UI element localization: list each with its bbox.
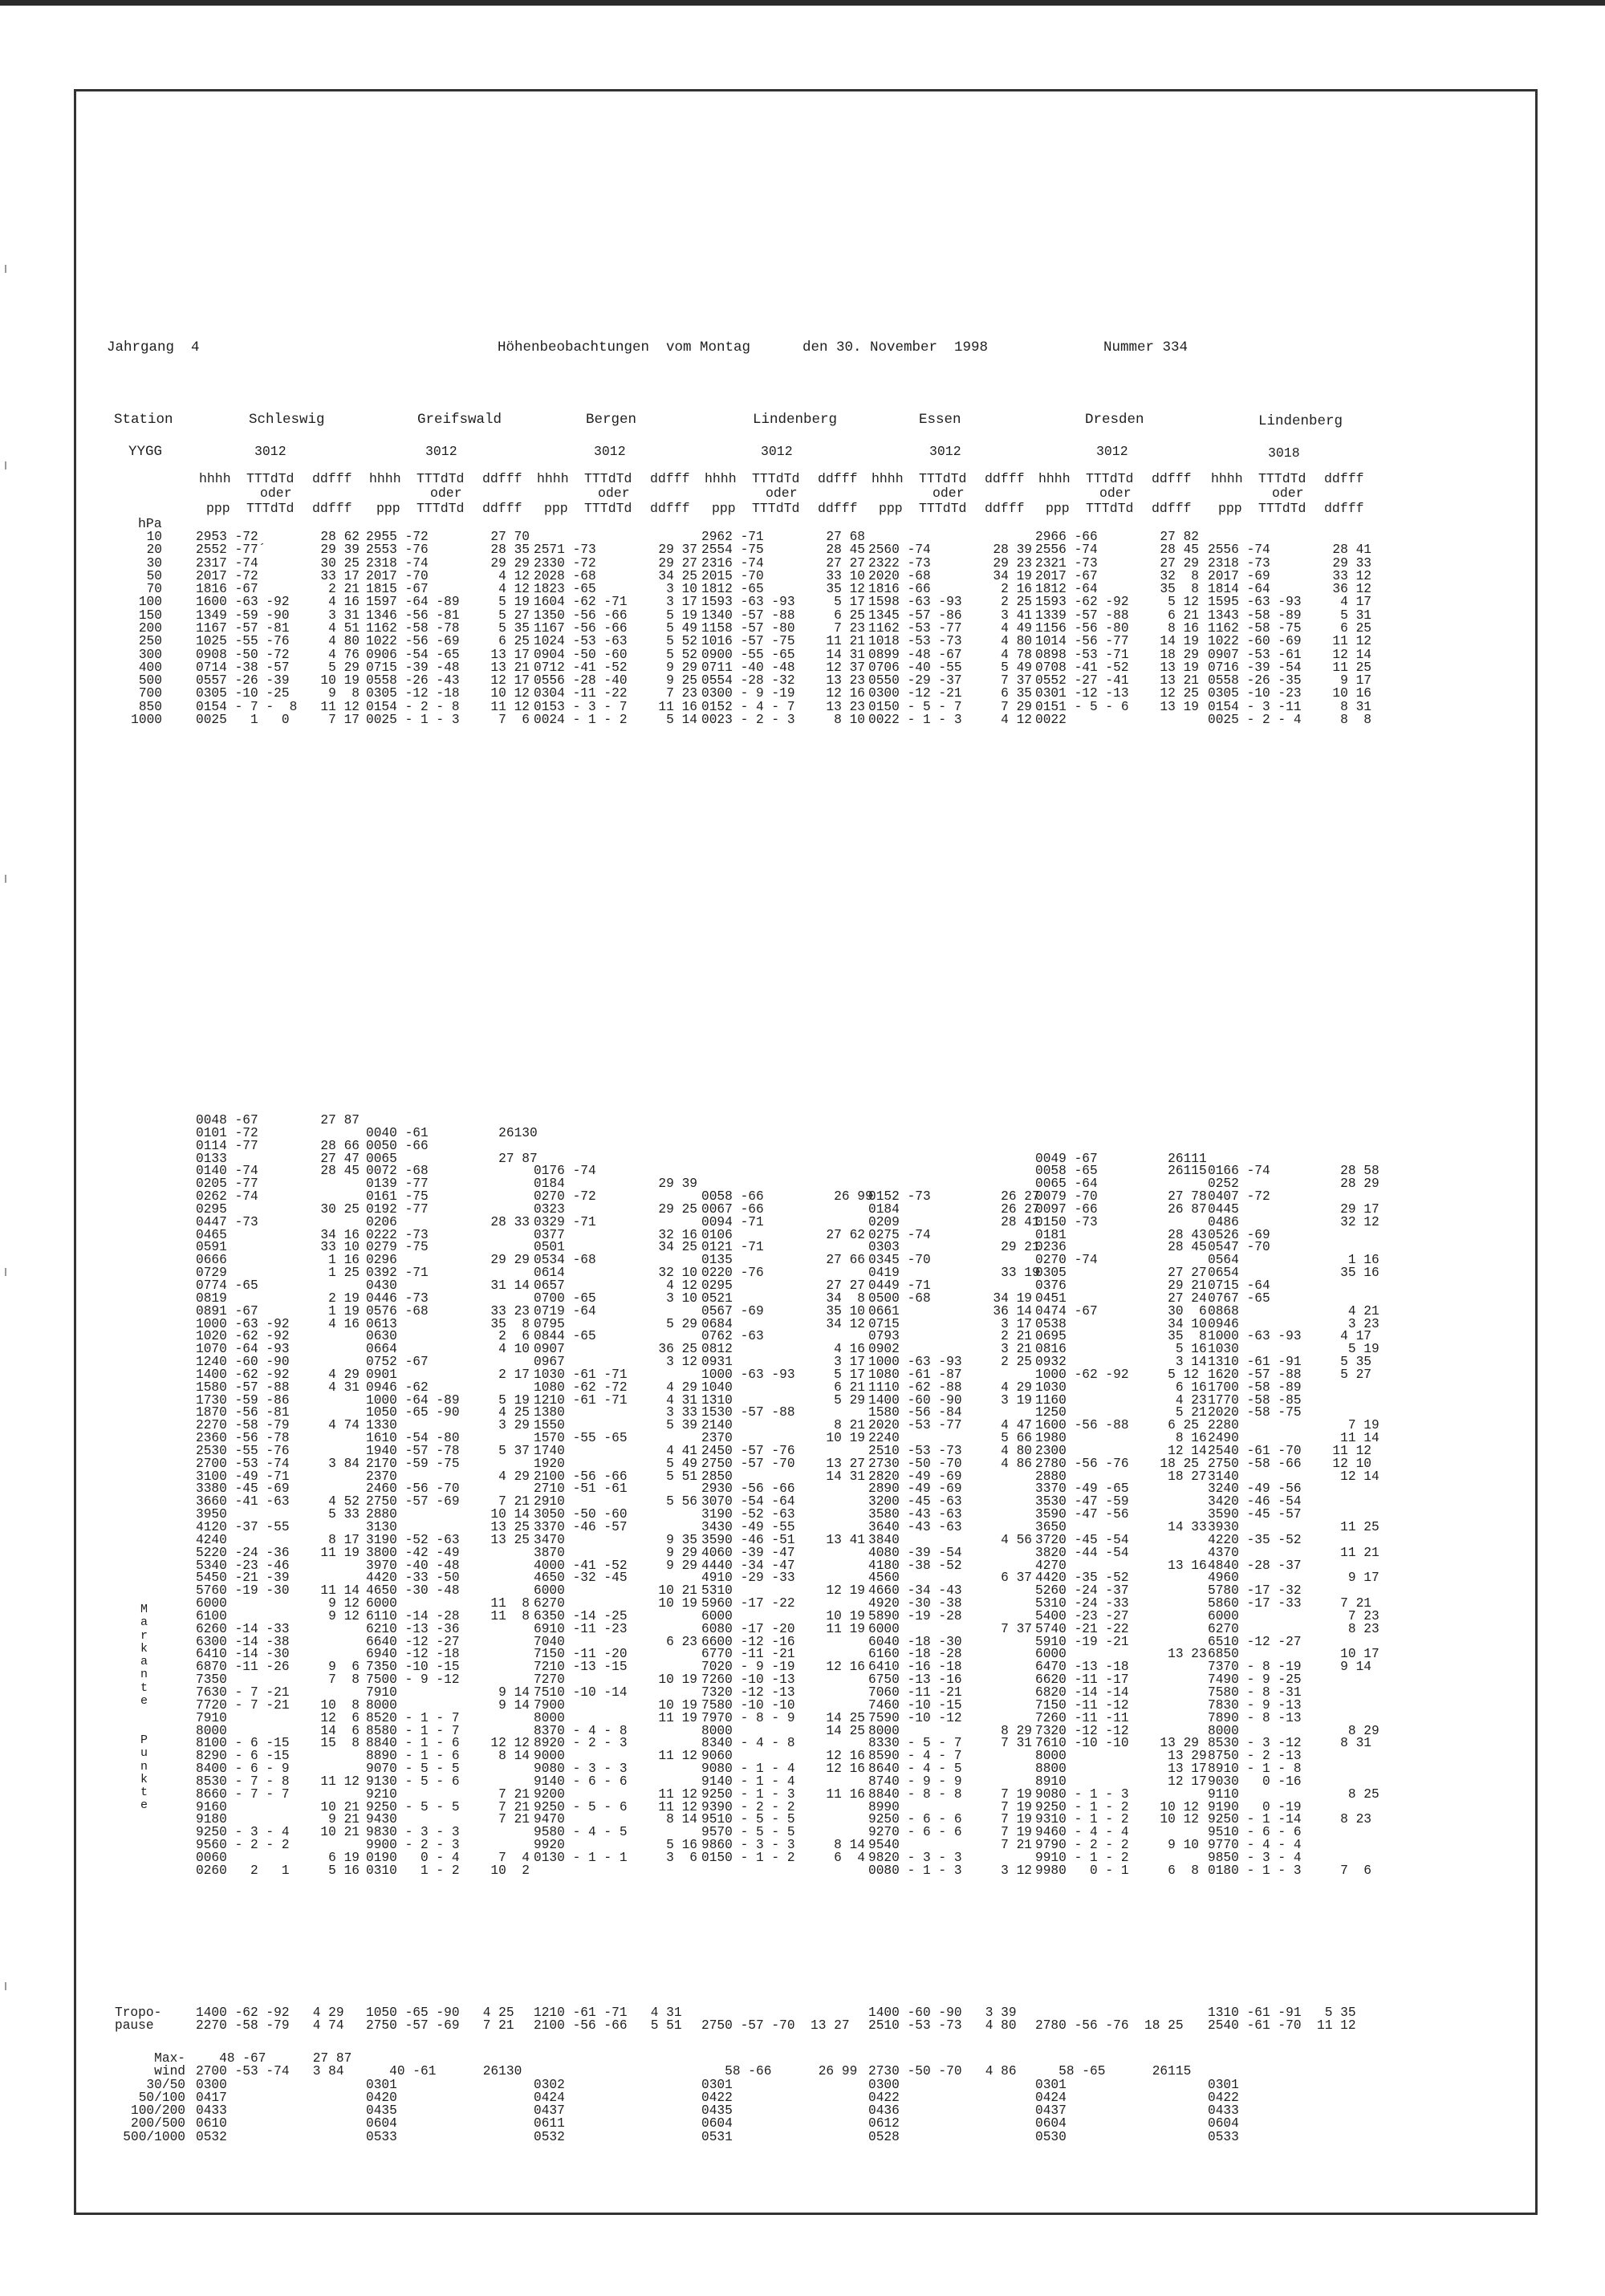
col-header-oder: oder	[1099, 486, 1132, 501]
significant-points-column: 0166 -74 28 58 0252 28 29 0407 -72 0445 29 17 0486 32 12 0526 -69 0547 -70 0564 1 16 0654 35 16 0715 -64 0767 -65 0868 4 21 0946 3 23 1000 -63 -93 4 17 1030 5 19 1310 -61 -91 5 35 1620 -57 -88 5 27 1700 -58 -89 1770 -58 -85 2020 -58 -75 2280 7 19 2490 11 14 2540 -61 -70 11 12 2750 -58 -66 12 10 3140 12 14 3240 -49 -56 3420 -46 -54 3590 -45 -57 3930 11 25 4220 -35 -52 4370 11 21 4840 -28 -37 4960 9 17 5780 -17 -32 5860 -17 -33 7 21 6000 7 23 6270 8 23 6510 -12 -27 6850 10 17 7370 - 8 -19 9 14 7490 - 9 -25 7580 - 8 -31 7830 - 9 -13 7890 - 8 -13 8000 8 29 8530 - 3 -12 8 31 8750 - 2 -13 8910 - 1 - 8 9030 0 -16 9110 8 25 9190 0 -19 9250 - 1 -14 8 23 9510 - 6 - 6 9770 - 4 - 4 9850 - 3 - 4 0180 - 1 - 3 7 6	[1208, 1164, 1379, 1878]
col-header-ppp: ppp	[376, 501, 400, 516]
col-header-oder: oder	[430, 486, 462, 501]
col-header-ddfff: ddfff	[650, 471, 690, 486]
col-header-tttdtd: TTTdTd	[919, 501, 967, 516]
col-header-ppp: ppp	[879, 501, 903, 516]
col-header-oder: oder	[598, 486, 630, 501]
page-title: Höhenbeobachtungen vom Montag	[498, 339, 751, 356]
col-header-hhhh: hhhh	[872, 471, 904, 486]
standard-level-column: 2962 -71 27 68 2554 -75 28 45 2316 -74 27 27 2015 -70 33 10 1812 -65 35 12 1593 -63 -93 5 17 1340 -57 -88 6 25 1158 -57 -80 7 23 1016 -57 -75 11 21 0900 -55 -65 14 31 0711 -40 -48 12 37 0554 -28 -32 13 23 0300 - 9 -19 12 16 0152 - 4 - 7 13 23 0023 - 2 - 3 8 10	[701, 530, 865, 727]
scan-mark	[5, 1982, 6, 1990]
col-header-oder: oder	[260, 486, 292, 501]
col-header-tttdtd: TTTdTd	[919, 471, 967, 486]
col-header-tttdtd: TTTdTd	[752, 501, 800, 516]
col-header-ddfff: ddfff	[482, 501, 522, 516]
col-header-tttdtd: TTTdTd	[246, 471, 295, 486]
station-code: 3018	[1268, 445, 1300, 461]
station-name-schleswig: Schleswig	[249, 412, 325, 428]
station-name-lindenberg-2: Lindenberg	[1258, 413, 1343, 429]
col-header-tttdtd: TTTdTd	[752, 471, 800, 486]
significant-points-column: 0048 -67 27 87 0101 -72 0114 -77 28 66 0133 27 47 0140 -74 28 45 0205 -77 0262 -74 0295 30 25 0447 -73 0465 34 16 0591 33 10 0666 1 16 0729 1 25 0774 -65 0819 2 19 0891 -67 1 19 1000 -63 -92 4 16 1020 -62 -92 1070 -64 -93 1240 -60 -90 1400 -62 -92 4 29 1580 -57 -88 4 31 1730 -59 -86 1870 -56 -81 2270 -58 -79 4 74 2360 -56 -78 2530 -55 -76 2700 -53 -74 3 84 3100 -49 -71 3380 -45 -69 3660 -41 -63 4 52 3950 5 33 4120 -37 -55 4240 8 17 5220 -24 -36 11 19 5340 -23 -46 5450 -21 -39 5760 -19 -30 11 14 6000 9 12 6100 9 12 6260 -14 -33 6300 -14 -38 6410 -14 -30 6870 -11 -26 9 6 7350 7 8 7630 - 7 -21 7720 - 7 -21 10 8 7910 12 6 8000 14 6 8100 - 6 -15 15 8 8290 - 6 -15 8400 - 6 - 9 8530 - 7 - 8 11 12 8660 - 7 - 7 9160 10 21 9180 9 21 9250 - 3 - 4 10 21 9560 - 2 - 2 0060 6 19 0260 2 1 5 16	[196, 1113, 360, 1878]
col-header-tttdtd: TTTdTd	[246, 501, 295, 516]
yygg-label: YYGG	[128, 444, 163, 460]
standard-level-column: 2571 -73 29 37 2330 -72 29 27 2028 -68 34 25 1823 -65 3 10 1604 -62 -71 3 17 1350 -56 -66 5 19 1167 -56 -66 5 49 1024 -53 -63 5 52 0904 -50 -60 5 52 0712 -41 -52 9 29 0556 -28 -40 9 25 0304 -11 -22 7 23 0153 - 3 - 7 11 16 0024 - 1 - 2 5 14	[534, 543, 697, 727]
maxwind-column: 58 -66 26 99 0301 0422 0435 0604 0531	[701, 2064, 858, 2144]
col-header-ddfff: ddfff	[1324, 471, 1364, 486]
col-header-ddfff: ddfff	[312, 471, 352, 486]
significant-points-column: 0058 -66 26 99 0067 -66 0094 -71 0106 27 62 0121 -71 0135 27 66 0220 -76 0295 27 27 0521 34 8 0567 -69 35 10 0684 34 12 0762 -63 0812 4 16 0931 3 17 1000 -63 -93 5 17 1040 6 21 1310 5 29 1530 -57 -88 2140 8 21 2370 10 19 2450 -57 -76 2750 -57 -70 13 27 2850 14 31 2930 -56 -66 3070 -54 -64 3190 -52 -63 3430 -49 -55 3590 -46 -51 13 41 4060 -39 -47 4440 -34 -47 4910 -29 -33 5310 12 19 5960 -17 -22 6000 10 19 6080 -17 -20 11 19 6600 -12 -16 6770 -11 -21 7020 - 9 -19 12 16 7260 -10 -13 7320 -12 -13 7580 -10 -10 7970 - 8 - 9 14 25 8000 14 25 8340 - 4 - 8 9060 12 16 9080 - 1 - 4 12 16 9140 - 1 - 4 9250 - 1 - 3 11 16 9390 - 2 - 2 9510 - 5 - 5 9570 - 5 - 5 9860 - 3 - 3 8 14 0150 - 1 - 2 6 4	[701, 1189, 873, 1865]
col-header-hhhh: hhhh	[537, 471, 569, 486]
pressure-level-labels: 10 20 30 50 70 100 150 200 250 300 400 500 700 850 1000	[131, 530, 162, 727]
maxwind-column: 58 -65 26115 0301 0424 0437 0604 0530	[1035, 2064, 1192, 2144]
col-header-hhhh: hhhh	[705, 471, 737, 486]
top-border-line	[0, 0, 1605, 6]
col-header-ddfff: ddfff	[1152, 471, 1192, 486]
standard-level-column: 2955 -72 27 70 2553 -76 28 35 2318 -74 29 29 2017 -70 4 12 1815 -67 4 12 1597 -64 -89 5 19 1346 -56 -81 5 27 1162 -58 -78 5 35 1022 -56 -69 6 25 0906 -54 -65 13 17 0715 -39 -48 13 21 0558 -26 -43 12 17 0305 -12 -18 10 12 0154 - 2 - 8 11 12 0025 - 1 - 3 7 6	[366, 530, 530, 727]
standard-level-column: 2556 -74 28 41 2318 -73 29 33 2017 -69 33 12 1814 -64 36 12 1595 -63 -93 4 17 1343 -58 -89 5 31 1162 -58 -75 6 25 1022 -60 -69 11 12 0907 -53 -61 12 14 0716 -39 -54 11 25 0558 -26 -35 9 17 0305 -10 -23 10 16 0154 - 3 -11 8 31 0025 - 2 - 4 8 8	[1208, 543, 1371, 727]
station-name-essen: Essen	[919, 412, 961, 428]
jahrgang-label: Jahrgang 4	[107, 339, 200, 356]
col-header-hhhh: hhhh	[1211, 471, 1243, 486]
maxwind-column: 40 -61 26130 0301 0420 0435 0604 0533	[366, 2064, 522, 2144]
station-label: Station	[114, 412, 173, 428]
col-header-hhhh: hhhh	[1038, 471, 1071, 486]
issue-number: Nummer 334	[1103, 339, 1189, 356]
col-header-tttdtd: TTTdTd	[416, 471, 465, 486]
col-header-ddfff: ddfff	[482, 471, 522, 486]
significant-points-column: 0049 -67 26111 0058 -65 26115 0065 -64 0079 -70 27 78 0097 -66 26 87 0150 -73 0181 28 43 0236 28 45 0270 -74 0305 27 27 0376 29 21 0451 27 24 0474 -67 30 6 0538 34 10 0695 35 8 0816 5 16 0932 3 14 1000 -62 -92 5 12 1030 6 16 1160 4 23 1250 5 21 1600 -56 -88 6 25 1980 8 16 2300 12 14 2780 -56 -76 18 25 2880 18 27 3370 -49 -65 3530 -47 -59 3590 -47 -56 3650 14 33 3720 -45 -54 3820 -44 -54 4270 13 16 4420 -35 -52 5260 -24 -37 5310 -24 -33 5400 -23 -27 5740 -21 -22 5910 -19 -21 6000 13 23 6470 -13 -18 6620 -11 -17 6820 -14 -14 7150 -11 -12 7260 -11 -11 7320 -12 -12 7610 -10 -10 13 29 8000 13 29 8800 13 17 8910 12 17 9080 - 1 - 3 9250 - 1 - 2 10 12 9310 - 1 - 2 10 12 9460 - 4 - 4 9790 - 2 - 2 9 10 9910 - 1 - 2 9980 0 - 1 6 8	[1035, 1151, 1207, 1878]
col-header-tttdtd: TTTdTd	[1086, 501, 1134, 516]
hpa-label: hPa	[138, 516, 162, 531]
maxwind-column: 0302 0424 0437 0611 0532	[534, 2077, 565, 2144]
tropopause-column: 1310 -61 -91 5 35 2540 -61 -70 11 12	[1208, 2005, 1356, 2034]
report-date: den 30. November 1998	[802, 339, 989, 356]
col-header-tttdtd: TTTdTd	[584, 501, 632, 516]
standard-level-column: 2953 -72 28 62 2552 -77´ 29 39 2317 -74 30 25 2017 -72 33 17 1816 -67 2 21 1600 -63 -92 4 16 1349 -59 -90 3 31 1167 -57 -81 4 51 1025 -55 -76 4 80 0908 -50 -72 4 76 0714 -38 -57 5 29 0557 -26 -39 10 19 0305 -10 -25 9 8 0154 - 7 - 8 11 12 0025 1 0 7 17	[196, 530, 360, 727]
col-header-ddfff: ddfff	[650, 501, 690, 516]
maxwind-labels: Max- wind 30/50 50/100 100/200 200/500 500/1000	[123, 2051, 185, 2144]
col-header-ddfff: ddfff	[1324, 501, 1364, 516]
tropopause-column: 1400 -62 -92 4 29 2270 -58 -79 4 74	[196, 2005, 344, 2034]
col-header-tttdtd: TTTdTd	[1258, 501, 1306, 516]
station-name-lindenberg: Lindenberg	[753, 412, 838, 428]
markante-label: M a r k a n t e	[140, 1603, 148, 1709]
col-header-oder: oder	[1272, 486, 1304, 501]
tropopause-column: 2750 -57 -70 13 27	[701, 2018, 850, 2034]
col-header-tttdtd: TTTdTd	[584, 471, 632, 486]
scan-mark	[5, 1268, 6, 1276]
maxwind-column: 2730 -50 -70 4 86 0300 0422 0436 0612 0528	[868, 2064, 1017, 2144]
col-header-ddfff: ddfff	[818, 471, 858, 486]
col-header-ppp: ppp	[1218, 501, 1242, 516]
scan-mark	[5, 875, 6, 883]
tropopause-column: 1210 -61 -71 4 31 2100 -56 -66 5 51	[534, 2005, 682, 2034]
col-header-hhhh: hhhh	[199, 471, 231, 486]
col-header-hhhh: hhhh	[369, 471, 401, 486]
col-header-ppp: ppp	[1046, 501, 1070, 516]
col-header-ddfff: ddfff	[985, 471, 1025, 486]
station-code: 3012	[1096, 444, 1128, 459]
standard-level-column: 2560 -74 28 39 2322 -73 29 23 2020 -68 34 19 1816 -66 2 16 1598 -63 -93 2 25 1345 -57 -86 3 41 1162 -53 -77 4 49 1018 -53 -73 4 80 0899 -48 -67 4 78 0706 -40 -55 5 49 0550 -29 -37 7 37 0300 -12 -21 6 35 0150 - 5 - 7 7 29 0022 - 1 - 3 4 12	[868, 543, 1032, 727]
col-header-tttdtd: TTTdTd	[416, 501, 465, 516]
significant-points-column: 0040 -61 26130 0050 -66 0065 27 87 0072 -68 0139 -77 0161 -75 0192 -77 0206 28 33 0222 -73 0279 -75 0296 29 29 0392 -71 0430 31 14 0446 -73 0576 -68 33 23 0613 35 8 0630 2 6 0664 4 10 0752 -67 0901 2 17 0946 -62 1000 -64 -89 5 19 1050 -65 -90 4 25 1330 3 29 1610 -54 -80 1940 -57 -78 5 37 2170 -59 -75 2370 4 29 2460 -56 -70 2750 -57 -69 7 21 2880 10 14 3130 13 25 3190 -52 -63 13 25 3800 -42 -49 3970 -40 -48 4420 -33 -50 4650 -30 -48 6000 11 8 6110 -14 -28 11 8 6210 -13 -36 6640 -12 -27 6940 -12 -18 7350 -10 -15 7500 - 9 -12 7910 9 14 8000 9 14 8520 - 1 - 7 8580 - 1 - 7 8840 - 1 - 6 12 12 8890 - 1 - 6 8 14 9070 - 5 - 5 9130 - 5 - 6 9210 7 21 9250 - 5 - 5 7 21 9430 7 21 9830 - 3 - 3 9900 - 2 - 3 0190 0 - 4 7 4 0310 1 - 2 10 2	[366, 1125, 538, 1878]
station-name-greifswald: Greifswald	[417, 412, 502, 428]
col-header-tttdtd: TTTdTd	[1086, 471, 1134, 486]
col-header-ppp: ppp	[544, 501, 568, 516]
col-header-ppp: ppp	[206, 501, 230, 516]
station-name-bergen: Bergen	[586, 412, 637, 428]
standard-level-column: 2966 -66 27 82 2556 -74 28 45 2321 -73 27 29 2017 -67 32 8 1812 -64 35 8 1593 -62 -92 5 12 1339 -57 -88 6 21 1156 -56 -80 8 16 1014 -56 -77 14 19 0898 -53 -71 18 29 0708 -41 -52 13 19 0552 -27 -41 13 21 0301 -12 -13 12 25 0151 - 5 - 6 13 19 0022	[1035, 530, 1199, 727]
tropopause-label: Tropo- pause	[115, 2005, 162, 2034]
tropopause-column: 1400 -60 -90 3 39 2510 -53 -73 4 80	[868, 2005, 1017, 2034]
scan-mark	[5, 461, 6, 469]
station-code: 3012	[929, 444, 961, 459]
station-code: 3012	[761, 444, 793, 459]
col-header-ddfff: ddfff	[312, 501, 352, 516]
col-header-ddfff: ddfff	[818, 501, 858, 516]
station-code: 3012	[254, 444, 286, 459]
significant-points-column: 0152 -73 26 27 0184 26 27 0209 28 41 0275 -74 0303 29 21 0345 -70 0419 33 19 0449 -71 0500 -68 34 19 0661 36 14 0715 3 17 0793 2 21 0902 3 21 1000 -63 -93 2 25 1080 -61 -87 1110 -62 -88 4 29 1400 -60 -90 3 19 1580 -56 -84 2020 -53 -77 4 47 2240 5 66 2510 -53 -73 4 80 2730 -50 -70 4 86 2820 -49 -69 2890 -49 -69 3200 -45 -63 3580 -43 -63 3640 -43 -63 3840 4 56 4080 -39 -54 4180 -38 -52 4560 6 37 4660 -34 -43 4920 -30 -38 5890 -19 -28 6000 7 37 6040 -18 -30 6160 -18 -28 6410 -16 -18 6750 -13 -16 7060 -11 -21 7460 -10 -15 7590 -10 -12 8000 8 29 8330 - 5 - 7 7 31 8590 - 4 - 7 8640 - 4 - 5 8740 - 9 - 9 8840 - 8 - 8 7 19 8990 7 19 9250 - 6 - 6 7 19 9270 - 6 - 6 7 19 9540 7 21 9820 - 3 - 3 0080 - 1 - 3 3 12	[868, 1189, 1040, 1878]
station-name-dresden: Dresden	[1085, 412, 1144, 428]
scan-mark	[5, 265, 6, 273]
col-header-oder: oder	[933, 486, 965, 501]
punkte-label: P u n k t e	[140, 1733, 148, 1813]
col-header-tttdtd: TTTdTd	[1258, 471, 1306, 486]
significant-points-column: 0176 -74 0184 29 39 0270 -72 0323 29 25 0329 -71 0377 32 16 0501 34 25 0534 -68 0614 32 10 0657 4 12 0700 -65 3 10 0719 -64 0795 5 29 0844 -65 0907 36 25 0967 3 12 1030 -61 -71 1080 -62 -72 4 29 1210 -61 -71 4 31 1380 3 33 1550 5 39 1570 -55 -65 1740 4 41 1920 5 49 2100 -56 -66 5 51 2710 -51 -61 2910 5 56 3050 -50 -60 3370 -46 -57 3470 9 35 3870 9 29 4000 -41 -52 9 29 4650 -32 -45 6000 10 21 6270 10 19 6350 -14 -25 6910 -11 -23 7040 6 23 7150 -11 -20 7210 -13 -15 7270 10 19 7510 -10 -14 7900 10 19 8000 11 19 8370 - 4 - 8 8920 - 2 - 3 9000 11 12 9080 - 3 - 3 9140 - 6 - 6 9200 11 12 9250 - 5 - 6 11 12 9470 8 14 9580 - 4 - 5 9920 5 16 0130 - 1 - 1 3 6	[534, 1164, 697, 1865]
col-header-ppp: ppp	[712, 501, 736, 516]
station-code: 3012	[425, 444, 457, 459]
col-header-oder: oder	[766, 486, 798, 501]
col-header-ddfff: ddfff	[985, 501, 1025, 516]
maxwind-column: 48 -67 27 87 2700 -53 -74 3 84 0300 0417 0433 0610 0532	[196, 2051, 352, 2144]
tropopause-column: 1050 -65 -90 4 25 2750 -57 -69 7 21	[366, 2005, 514, 2034]
tropopause-column: 2780 -56 -76 18 25	[1035, 2018, 1184, 2034]
maxwind-column: 0301 0422 0433 0604 0533	[1208, 2077, 1239, 2144]
col-header-ddfff: ddfff	[1152, 501, 1192, 516]
station-code: 3012	[594, 444, 626, 459]
